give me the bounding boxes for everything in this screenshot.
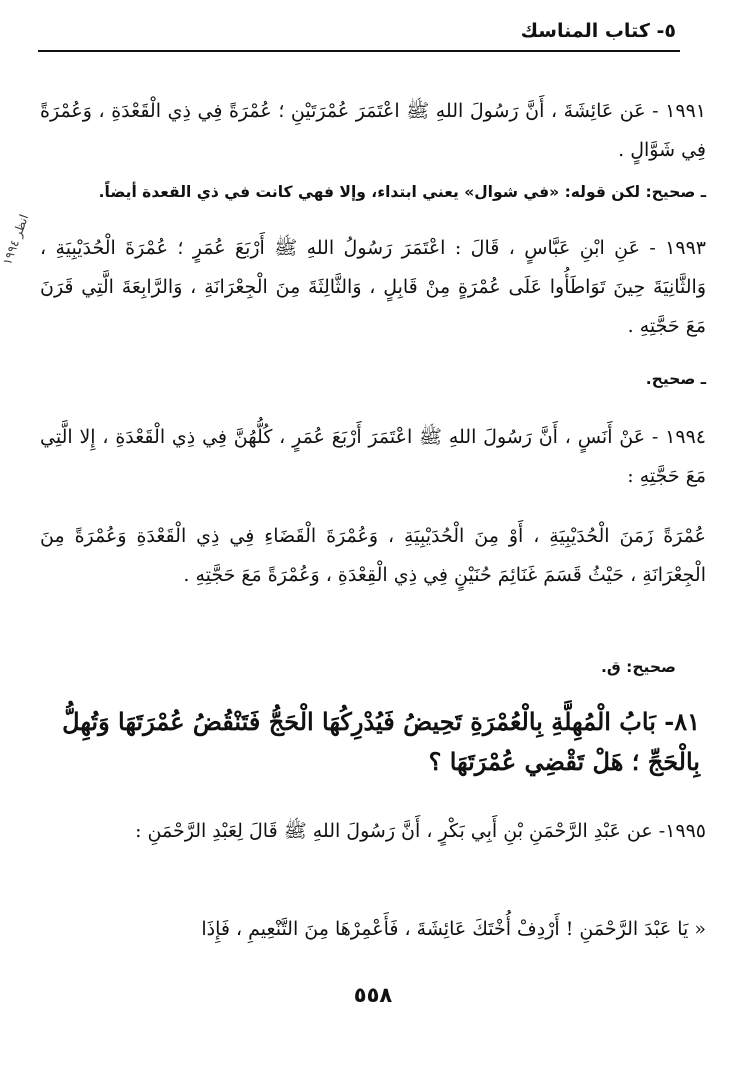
page-number: ٥٥٨ <box>353 983 393 1007</box>
margin-note: انظر ١٩٩٤ <box>0 212 32 267</box>
hadith-1995-text: ١٩٩٥- عن عَبْدِ الرَّحْمَنِ بْنِ أَبِي بَكْرٍ ، أَنَّ رَسُولَ اللهِ ﷺ قَالَ لِعَبْدِ الرَّحْمَنِ : <box>135 820 706 842</box>
running-header: ٥- كتاب المناسك <box>520 20 676 42</box>
hadith-1991-text: ١٩٩١ - عَن عَائِشَةَ ، أَنَّ رَسُولَ اللهِ ﷺ اعْتَمَرَ عُمْرَتَيْنِ ؛ عُمْرَةً فِي ذِي الْقَعْدَةِ ، وَعُمْرَةً فِي شَوَّالٍ . <box>40 100 706 161</box>
hadith-1993-text: ١٩٩٣ - عَنِ ابْنِ عَبَّاسٍ ، قَالَ : اعْتَمَرَ رَسُولُ اللهِ ﷺ أَرْبَعَ عُمَرٍ ؛ عُمْرَةَ الْحُدَيْبِيَةِ ، وَالثَّانِيَةَ حِينَ تَوَاطَأُوا عَلَى عُمْرَةٍ مِنْ قَابِلٍ ، وَالثَّالِثَةَ مِنَ الْجِعْرَانَةِ ، وَالرَّابِعَةَ الَّتِي قَرَنَ مَعَ حَجَّتِهِ . <box>40 237 706 337</box>
hadith-1994-text: ١٩٩٤ - عَنْ أَنَسٍ ، أَنَّ رَسُولَ اللهِ ﷺ اعْتَمَرَ أَرْبَعَ عُمَرٍ ، كُلُّهُنَّ فِي ذِي الْقَعْدَةِ ، إِلا الَّتِي مَعَ حَجَّتِهِ : <box>40 426 706 487</box>
hadith-1993-grading: ـ صحيح. <box>645 370 706 388</box>
hadith-1991-grading: ـ صحيح: لكن قوله: «في شوال» يعني ابتداء، وإلا فهي كانت في ذي القعدة أيضاً. <box>98 183 706 201</box>
header-rule <box>38 50 680 52</box>
hadith-1995-quote: « يَا عَبْدَ الرَّحْمَنِ ! أَرْدِفْ أُخْتَكَ عَائِشَةَ ، فَأَعْمِرْهَا مِنَ التَّنْعِيمِ ، فَإِذَا <box>201 918 706 940</box>
hadith-1994-continuation: عُمْرَةً زَمَنَ الْحُدَيْبِيَةِ ، أَوْ مِنَ الْحُدَيْبِيَةِ ، وَعُمْرَةَ الْقَضَاءِ فِي ذِي الْقَعْدَةِ وَعُمْرَةً مِنَ الْجِعْرَانَةِ ، حَيْثُ قَسَمَ غَنَائِمَ حُنَيْنٍ فِي ذِي الْقِعْدَةِ ، وَعُمْرَةً مَعَ حَجَّتِهِ . <box>40 525 706 586</box>
chapter-heading: ٨١- بَابُ الْمُهِلَّةِ بِالْعُمْرَةِ تَحِيضُ فَيُدْرِكُهَا الْحَجُّ فَتَنْقُضُ عُمْرَتَهَا وَتُهِلُّ بِالْحَجِّ ؛ هَلْ تَقْضِي عُمْرَتَهَا ؟ <box>62 707 700 776</box>
hadith-1994-grading: صحيح: ق. <box>601 658 676 676</box>
